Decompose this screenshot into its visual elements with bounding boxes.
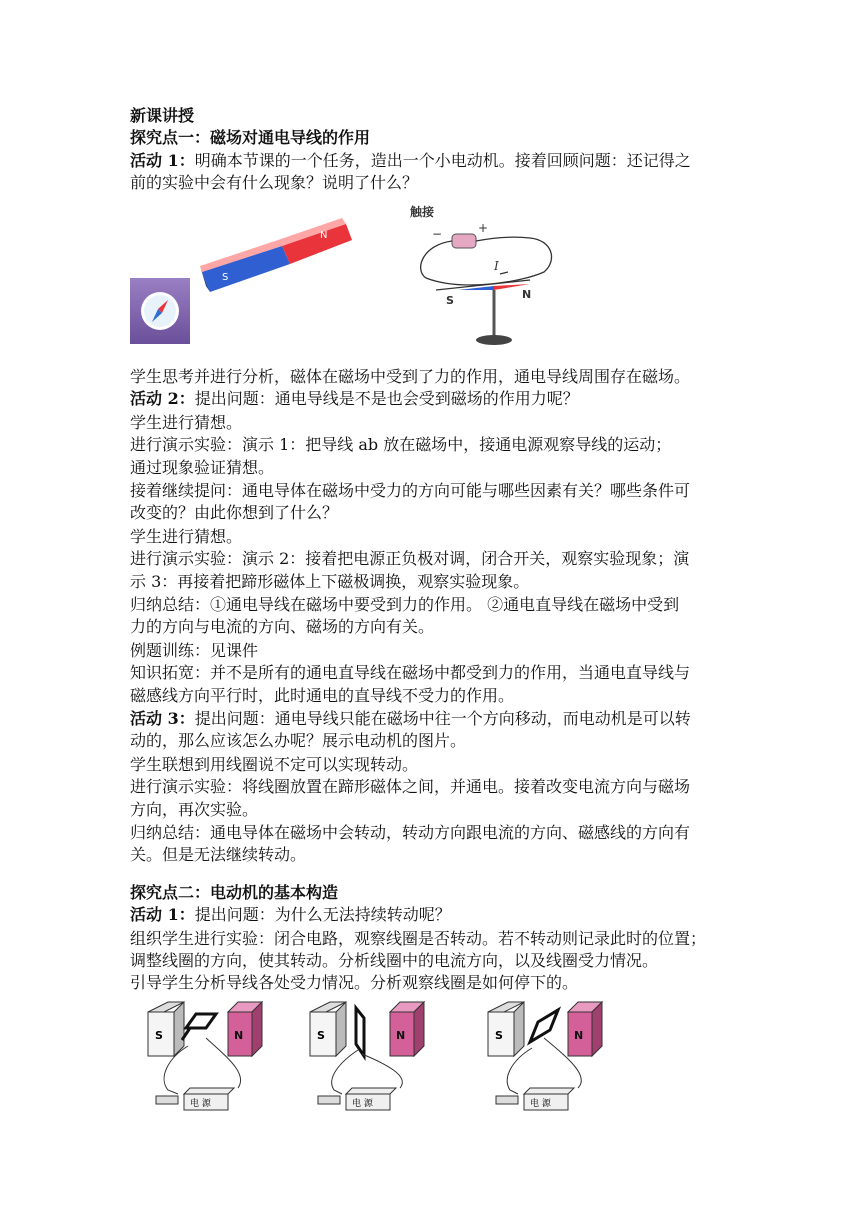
paragraph-line: 引导学生分析导线各处受力情况。分析观察线圈是如何停下的。 xyxy=(130,973,579,992)
coil-diagram-3 xyxy=(478,998,618,1116)
activity1-paragraph xyxy=(130,904,740,926)
paragraph-line: 归纳总结：通电导体在磁场中会转动，转动方向跟电流的方向、磁感线的方向有 xyxy=(130,823,691,842)
section1-subheading: 探究点一：磁场对通电导线的作用 xyxy=(130,128,371,147)
touch-label: 触接 xyxy=(410,205,435,219)
bar-magnet-image xyxy=(196,208,356,300)
coil-diagram-1 xyxy=(138,998,278,1116)
activity-label: 活动 3： xyxy=(130,709,195,728)
svg-text:S: S xyxy=(446,294,454,307)
paragraph-line: 进行演示实验：将线圈放置在蹄形磁体之间，并通电。接着改变电流方向与磁场 xyxy=(130,777,691,796)
activity1-paragraph xyxy=(130,150,740,172)
paragraph-line: 前的实验中会有什么现象？说明了什么？ xyxy=(130,173,419,192)
paragraph-line: 进行演示实验：演示 1：把导线 ab 放在磁场中，接通电源观察导线的运动； xyxy=(130,435,672,454)
paragraph-line: 学生进行猜想。 xyxy=(130,413,243,432)
section-heading: 新课讲授 xyxy=(130,106,195,125)
svg-text:电 源: 电 源 xyxy=(190,1099,211,1109)
activity-text: 明确本节课的一个任务，造出一个小电动机。接着回顾问题：还记得之 xyxy=(194,151,691,170)
paragraph-line: 调整线圈的方向，使其转动。分析线圈中的电流方向，以及线圈受力情况。 xyxy=(130,951,659,970)
svg-text:N: N xyxy=(234,1029,244,1042)
activity-text: 提出问题：为什么无法持续转动呢？ xyxy=(194,905,451,924)
coil-diagram-2 xyxy=(300,998,440,1116)
svg-text:N: N xyxy=(396,1029,406,1042)
activity2-paragraph xyxy=(130,388,740,410)
svg-text:S: S xyxy=(155,1029,163,1042)
section2-subheading: 探究点二：电动机的基本构造 xyxy=(130,883,339,902)
svg-text:电 源: 电 源 xyxy=(352,1099,373,1109)
svg-text:−: − xyxy=(432,227,443,241)
svg-text:S: S xyxy=(495,1029,503,1042)
svg-text:I: I xyxy=(494,259,499,273)
oersted-experiment-diagram xyxy=(402,200,562,350)
svg-text:N: N xyxy=(320,230,328,241)
paragraph-line: 力的方向与电流的方向、磁场的方向有关。 xyxy=(130,617,435,636)
paragraph-line: 磁感线方向平行时，此时通电的直导线不受力的作用。 xyxy=(130,686,515,705)
paragraph-line: 方向，再次实验。 xyxy=(130,800,259,819)
compass-icon xyxy=(130,278,190,344)
svg-text:S: S xyxy=(222,272,229,283)
activity-text: 提出问题：通电导线只能在磁场中往一个方向移动，而电动机是可以转 xyxy=(194,709,691,728)
paragraph-line: 例题训练：见课件 xyxy=(130,641,259,660)
activity-label: 活动 1： xyxy=(130,151,195,170)
paragraph-line: 关。但是无法继续转动。 xyxy=(130,845,307,864)
paragraph-line: 归纳总结：①通电导线在磁场中要受到力的作用。 ②通电直导线在磁场中受到 xyxy=(130,595,680,614)
activity-label: 活动 1： xyxy=(130,905,195,924)
paragraph-line: 示 3：再接着把蹄形磁体上下磁极调换，观察实验现象。 xyxy=(130,572,530,591)
paragraph-line: 学生思考并进行分析，磁体在磁场中受到了力的作用，通电导线周围存在磁场。 xyxy=(130,367,691,386)
activity-text: 提出问题：通电导线是不是也会受到磁场的作用力呢？ xyxy=(194,389,579,408)
paragraph-line: 学生联想到用线圈说不定可以实现转动。 xyxy=(130,755,419,774)
paragraph-line: 改变的？由此你想到了什么？ xyxy=(130,503,339,522)
paragraph-line: 进行演示实验：演示 2：接着把电源正负极对调，闭合开关，观察实验现象；演 xyxy=(130,549,690,568)
paragraph-line: 知识拓宽：并不是所有的通电直导线在磁场中都受到力的作用，当通电直导线与 xyxy=(130,663,691,682)
svg-text:S: S xyxy=(317,1029,325,1042)
activity-label: 活动 2： xyxy=(130,389,195,408)
activity3-paragraph xyxy=(130,708,740,730)
paragraph-line: 学生进行猜想。 xyxy=(130,527,243,546)
svg-text:电 源: 电 源 xyxy=(530,1099,551,1109)
paragraph-line: 组织学生进行实验：闭合电路，观察线圈是否转动。若不转动则记录此时的位置； xyxy=(130,929,707,948)
paragraph-line: 通过现象验证猜想。 xyxy=(130,458,275,477)
paragraph-line: 接着继续提问：通电导体在磁场中受力的方向可能与哪些因素有关？哪些条件可 xyxy=(130,481,691,500)
svg-text:N: N xyxy=(574,1029,584,1042)
svg-text:+: + xyxy=(478,221,489,235)
svg-text:N: N xyxy=(522,288,532,301)
paragraph-line: 动的，那么应该怎么办呢？展示电动机的图片。 xyxy=(130,731,467,750)
